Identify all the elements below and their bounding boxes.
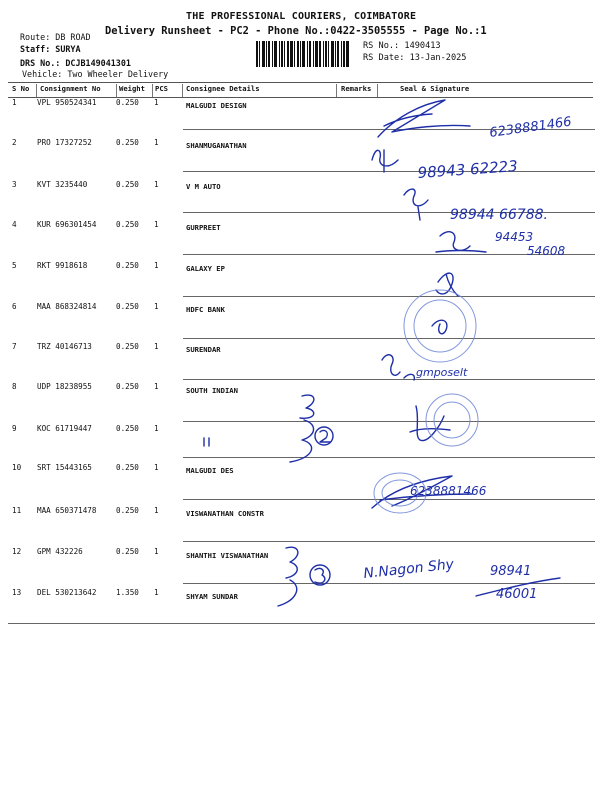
row-consignee: SOUTH INDIAN [186, 386, 238, 395]
row-consignment: KOC 61719447 [37, 424, 92, 433]
row-pcs: 1 [154, 261, 159, 270]
route-label: Route: DB ROAD [20, 32, 91, 42]
col-divider [182, 84, 183, 97]
handwriting-row-12a: 98941 [490, 564, 532, 579]
col-seal: Seal & Signature [400, 84, 470, 93]
table-row [0, 220, 600, 236]
table-top-rule [8, 82, 593, 83]
staff-label: Staff: SURYA [20, 44, 81, 54]
row-consignment: MAA 868324814 [37, 302, 97, 311]
row-weight: 0.250 [116, 98, 139, 107]
row-consignee: VISWANATHAN CONSTR [186, 509, 264, 518]
col-divider [116, 84, 117, 97]
rs-date: RS Date: 13-Jan-2025 [363, 53, 467, 63]
table-bottom-rule [8, 623, 595, 624]
row-sno: 1 [12, 98, 17, 107]
table-row [0, 588, 600, 604]
handwriting-row-2: 98943 62223 [417, 157, 519, 182]
row-consignment: DEL 530213642 [37, 588, 97, 597]
row-sno: 8 [12, 382, 17, 391]
row-sno: 7 [12, 342, 17, 351]
row-weight: 0.250 [116, 342, 139, 351]
row-weight: 0.250 [116, 506, 139, 515]
row-consignment: GPM 432226 [37, 547, 83, 556]
row-weight: 0.250 [116, 220, 139, 229]
table-row [0, 342, 600, 358]
row-pcs: 1 [154, 220, 159, 229]
rs-number: RS No.: 1490413 [363, 41, 441, 51]
row-pcs: 1 [154, 342, 159, 351]
row-consignee: SHANTHI VISWANATHAN [186, 551, 269, 560]
table-row [0, 261, 600, 277]
row-pcs: 1 [154, 463, 159, 472]
row-sno: 13 [12, 588, 22, 597]
row-consignee: V M AUTO [186, 182, 221, 191]
signature-row-7 [382, 355, 414, 380]
col-remarks: Remarks [341, 84, 372, 93]
col-consignment: Consignment No [40, 84, 101, 93]
table-row [0, 302, 600, 318]
row-weight: 1.350 [116, 588, 139, 597]
row-sno: 6 [12, 302, 17, 311]
row-pcs: 1 [154, 424, 159, 433]
row-pcs: 1 [154, 180, 159, 189]
row-weight: 0.250 [116, 261, 139, 270]
barcode [256, 41, 356, 67]
col-divider [377, 84, 378, 97]
row-rule [183, 583, 595, 584]
table-row [0, 180, 600, 196]
row-consignment: KUR 696301454 [37, 220, 97, 229]
company-title: THE PROFESSIONAL COURIERS, COIMBATORE [186, 11, 417, 22]
row-rule [183, 296, 595, 297]
row-sno: 11 [12, 506, 22, 515]
handwriting-row-4b: 54608 [527, 244, 566, 258]
row-consignee: SURENDAR [186, 345, 221, 354]
row-sno: 9 [12, 424, 17, 433]
row-weight: 0.250 [116, 382, 139, 391]
row-consignee: HDFC BANK [186, 305, 225, 314]
row-consignee: MALGUDI DES [186, 466, 234, 475]
row-consignment: MAA 650371478 [37, 506, 97, 515]
col-consignee: Consignee Details [186, 84, 260, 93]
row-rule [183, 499, 595, 500]
row-weight: 0.250 [116, 302, 139, 311]
row-consignment: SRT 15443165 [37, 463, 92, 472]
row-rule [183, 129, 595, 130]
row-consignment: KVT 3235440 [37, 180, 88, 189]
row-weight: 0.250 [116, 547, 139, 556]
col-sno: S No [12, 84, 30, 93]
row-sno: 10 [12, 463, 22, 472]
row-pcs: 1 [154, 547, 159, 556]
row-rule [183, 338, 595, 339]
table-row [0, 98, 600, 114]
table-row [0, 138, 600, 154]
col-divider [36, 84, 37, 97]
row-consignee: SHANMUGANATHAN [186, 141, 247, 150]
row-consignee: GALAXY EP [186, 264, 225, 273]
row-sno: 12 [12, 547, 22, 556]
row-sno: 5 [12, 261, 17, 270]
row-consignee: MALGUDI DESIGN [186, 101, 247, 110]
handwriting-row-1: 6238881466 [488, 114, 573, 141]
table-row [0, 506, 600, 522]
signature-row-10 [372, 476, 472, 508]
row-weight: 0.250 [116, 138, 139, 147]
row-consignment: UDP 18238955 [37, 382, 92, 391]
row-rule [183, 457, 595, 458]
signature-row-6 [432, 320, 447, 334]
row-rule [183, 421, 595, 422]
handwriting-row-10: 6238881466 [410, 484, 487, 498]
row-rule [183, 541, 595, 542]
col-divider [152, 84, 153, 97]
row-sno: 2 [12, 138, 17, 147]
row-consignee: GURPREET [186, 223, 221, 232]
row-rule [183, 379, 595, 380]
row-weight: 0.250 [116, 424, 139, 433]
col-weight: Weight [119, 84, 145, 93]
drs-number: DRS No.: DCJB149041301 [20, 58, 131, 68]
row-pcs: 1 [154, 382, 159, 391]
row-consignment: PRO 17327252 [37, 138, 92, 147]
row-rule [183, 171, 595, 172]
vehicle-label: Vehicle: Two Wheeler Delivery [22, 69, 169, 79]
handwriting-row-12b: 46001 [496, 587, 538, 602]
row-pcs: 1 [154, 588, 159, 597]
row-consignment: VPL 950524341 [37, 98, 97, 107]
row-weight: 0.250 [116, 463, 139, 472]
row-rule [183, 212, 595, 213]
col-divider [336, 84, 337, 97]
row-consignment: RKT 9918618 [37, 261, 88, 270]
handwriting-row-12-name: N.Nagon Shy [362, 556, 455, 582]
row-sno: 3 [12, 180, 17, 189]
col-pcs: PCS [155, 84, 168, 93]
circled-3 [310, 565, 330, 585]
table-row [0, 424, 600, 440]
handwriting-row-7: gmposelt [416, 366, 468, 379]
table-row [0, 382, 600, 398]
row-pcs: 1 [154, 506, 159, 515]
row-sno: 4 [12, 220, 17, 229]
row-weight: 0.250 [116, 180, 139, 189]
row-consignee: SHYAM SUNDAR [186, 592, 238, 601]
row-pcs: 1 [154, 302, 159, 311]
handwriting-row-3: 98944 66788. [450, 207, 548, 223]
runsheet-title: Delivery Runsheet - PC2 - Phone No.:0422-3505555 - Page No.:1 [105, 25, 487, 37]
row-pcs: 1 [154, 98, 159, 107]
handwriting-row-4a: 94453 [495, 230, 534, 244]
row-rule [183, 254, 595, 255]
handwriting-row-9-mark: 11 [203, 436, 216, 447]
table-row [0, 463, 600, 479]
row-consignment: TRZ 40146713 [37, 342, 92, 351]
row-pcs: 1 [154, 138, 159, 147]
table-row [0, 547, 600, 563]
